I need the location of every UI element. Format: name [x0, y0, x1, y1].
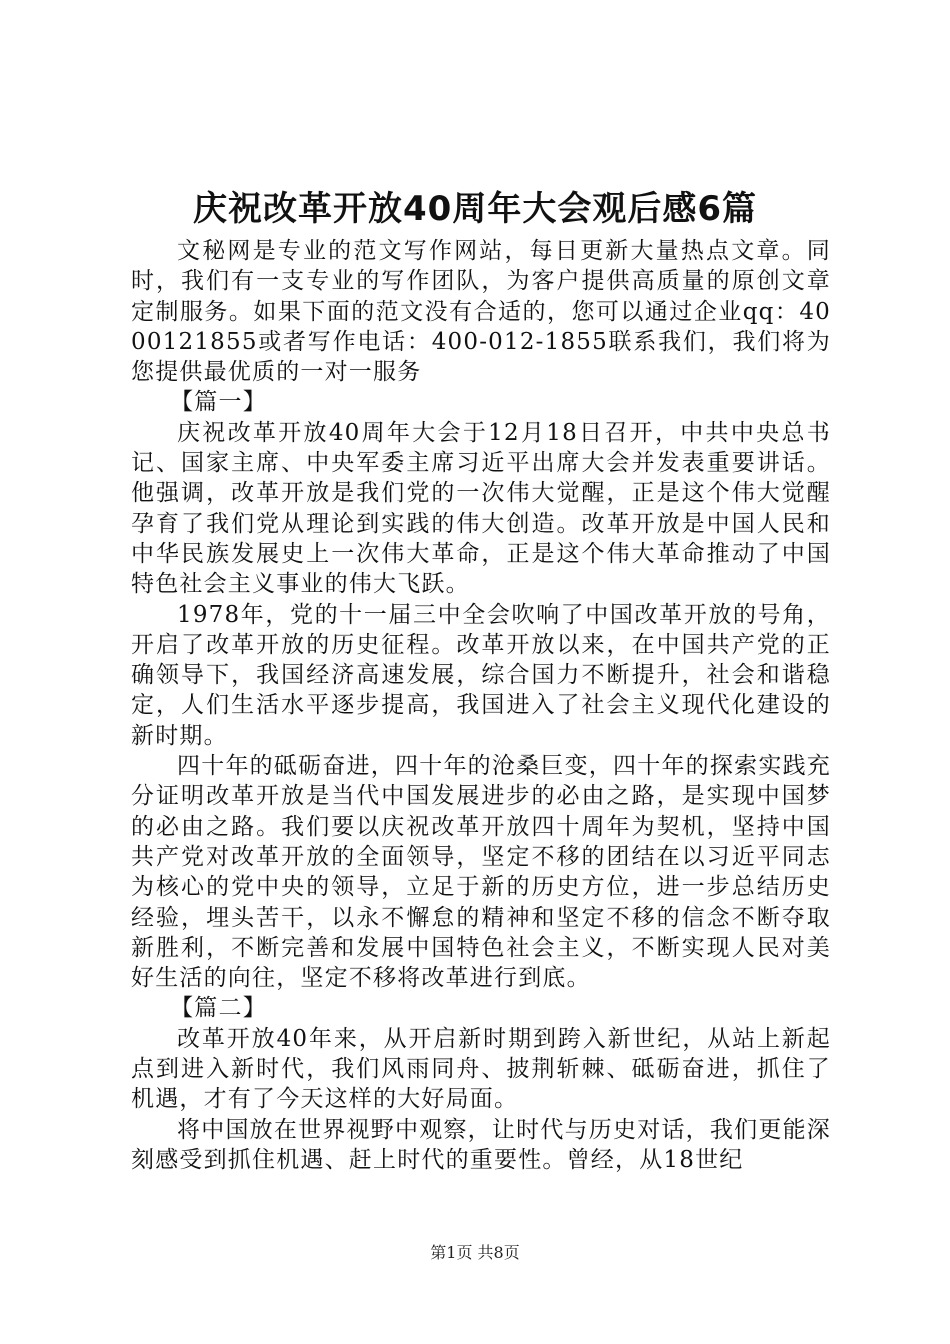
section-heading-2: 【篇二】 — [170, 995, 267, 1022]
page-title: 庆祝改革开放40周年大会观后感6篇 — [193, 189, 757, 229]
section-heading-1: 【篇一】 — [170, 389, 267, 416]
section-2-paragraph-2: 将中国放在世界视野中观察，让时代与历史对话，我们更能深刻感受到抓住机遇、赶上时代的重要性。曾经，从18世纪 — [131, 1116, 831, 1173]
page-footer: 第1页 共8页 — [430, 1243, 520, 1262]
intro-paragraph: 文秘网是专业的范文写作网站，每日更新大量热点文章。同时，我们有一支专业的写作团队，为客户提供高质量的原创文章定制服务。如果下面的范文没有合适的，您可以通过企业qq：4000121855或者写作电话：400-012-1855联系我们，我们将为您提供最优质的一对一服务 — [131, 238, 831, 386]
section-1-paragraph-1: 庆祝改革开放40周年大会于12月18日召开，中共中央总书记、国家主席、中央军委主席习近平出席大会并发表重要讲话。他强调，改革开放是我们党的一次伟大觉醒，正是这个伟大觉醒孕育了我们党从理论到实践的伟大创造。改革开放是中国人民和中华民族发展史上一次伟大革命，正是这个伟大革命推动了中国特色社会主义事业的伟大飞跃。 — [131, 419, 831, 598]
section-1-paragraph-2: 1978年，党的十一届三中全会吹响了中国改革开放的号角，开启了改革开放的历史征程。改革开放以来，在中国共产党的正确领导下，我国经济高速发展，综合国力不断提升，社会和谐稳定，人们生活水平逐步提高，我国进入了社会主义现代化建设的新时期。 — [131, 601, 831, 749]
document-body — [131, 236, 831, 1175]
section-2-paragraph-1: 改革开放40年来，从开启新时期到跨入新世纪，从站上新起点到进入新时代，我们风雨同舟、披荆斩棘、砥砺奋进，抓住了机遇，才有了今天这样的大好局面。 — [131, 1025, 831, 1113]
section-1-paragraph-3: 四十年的砥砺奋进，四十年的沧桑巨变，四十年的探索实践充分证明改革开放是当代中国发展进步的必由之路，是实现中国梦的必由之路。我们要以庆祝改革开放四十周年为契机，坚持中国共产党对改革开放的全面领导，坚定不移的团结在以习近平同志为核心的党中央的领导，立足于新的历史方位，进一步总结历史经验，埋头苦干，以永不懈怠的精神和坚定不移的信念不断夺取新胜利，不断完善和发展中国特色社会主义，不断实现人民对美好生活的向往，坚定不移将改革进行到底。 — [131, 753, 831, 992]
